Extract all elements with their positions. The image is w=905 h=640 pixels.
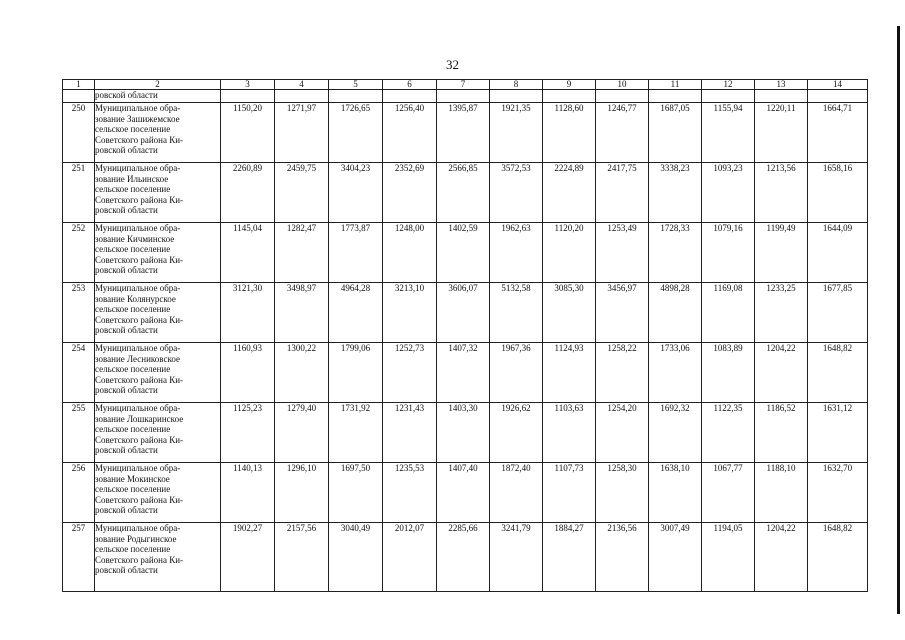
value-cell: 3213,10 bbox=[383, 283, 437, 343]
cell bbox=[649, 90, 702, 103]
value-cell: 3606,07 bbox=[437, 283, 490, 343]
value-cell: 3121,30 bbox=[221, 283, 275, 343]
value-cell: 1194,05 bbox=[702, 523, 755, 592]
municipality-name bbox=[95, 463, 221, 523]
municipality-name bbox=[95, 523, 221, 592]
row-number: 256 bbox=[63, 463, 95, 523]
value-cell: 1256,40 bbox=[383, 103, 437, 163]
value-cell: 3007,49 bbox=[649, 523, 702, 592]
cell bbox=[221, 90, 275, 103]
value-cell: 1731,92 bbox=[329, 403, 383, 463]
name-line: ровской области bbox=[95, 205, 158, 215]
row-number: 252 bbox=[63, 223, 95, 283]
value-cell: 3085,30 bbox=[543, 283, 596, 343]
cell bbox=[329, 90, 383, 103]
value-cell: 1658,16 bbox=[808, 163, 868, 223]
value-cell: 1282,47 bbox=[275, 223, 329, 283]
name-line: сельское поселение bbox=[95, 544, 171, 554]
value-cell: 1204,22 bbox=[755, 343, 808, 403]
value-cell: 1644,09 bbox=[808, 223, 868, 283]
value-cell: 1220,11 bbox=[755, 103, 808, 163]
value-cell: 1233,25 bbox=[755, 283, 808, 343]
value-cell: 1692,32 bbox=[649, 403, 702, 463]
name-line: Муниципальное обра- bbox=[95, 523, 181, 533]
value-cell: 1884,27 bbox=[543, 523, 596, 592]
municipality-name bbox=[95, 343, 221, 403]
header-cell: 4 bbox=[275, 80, 329, 90]
name-line: сельское поселение bbox=[95, 364, 171, 374]
value-cell: 1926,62 bbox=[490, 403, 543, 463]
value-cell: 1271,97 bbox=[275, 103, 329, 163]
header-cell: 10 bbox=[596, 80, 649, 90]
row-number: 257 bbox=[63, 523, 95, 592]
value-cell: 1962,63 bbox=[490, 223, 543, 283]
name-line: ровской области bbox=[95, 265, 158, 275]
cell bbox=[490, 90, 543, 103]
value-cell: 1677,85 bbox=[808, 283, 868, 343]
municipality-name bbox=[95, 163, 221, 223]
header-cell: 12 bbox=[702, 80, 755, 90]
cell bbox=[755, 90, 808, 103]
value-cell: 2459,75 bbox=[275, 163, 329, 223]
row-number: 250 bbox=[63, 103, 95, 163]
value-cell: 1279,40 bbox=[275, 403, 329, 463]
value-cell: 1199,49 bbox=[755, 223, 808, 283]
table-row bbox=[63, 223, 868, 283]
value-cell: 1687,05 bbox=[649, 103, 702, 163]
name-line: сельское поселение bbox=[95, 424, 171, 434]
name-line: ровской области bbox=[95, 325, 158, 335]
header-cell: 7 bbox=[437, 80, 490, 90]
cell bbox=[275, 90, 329, 103]
continuation-row bbox=[63, 90, 868, 103]
value-cell: 1079,16 bbox=[702, 223, 755, 283]
value-cell: 1407,32 bbox=[437, 343, 490, 403]
name-line: зование Мокинское bbox=[95, 473, 170, 484]
value-cell: 1120,20 bbox=[543, 223, 596, 283]
value-cell: 1773,87 bbox=[329, 223, 383, 283]
table-row bbox=[63, 463, 868, 523]
header-cell: 14 bbox=[808, 80, 868, 90]
value-cell: 1160,93 bbox=[221, 343, 275, 403]
municipality-name bbox=[95, 283, 221, 343]
value-cell: 1967,36 bbox=[490, 343, 543, 403]
header-cell: 13 bbox=[755, 80, 808, 90]
header-cell: 6 bbox=[383, 80, 437, 90]
row-number: 255 bbox=[63, 403, 95, 463]
value-cell: 1248,00 bbox=[383, 223, 437, 283]
table-row bbox=[63, 523, 868, 592]
continuation-text: ровской области bbox=[95, 90, 221, 103]
value-cell: 3338,23 bbox=[649, 163, 702, 223]
value-cell: 4964,28 bbox=[329, 283, 383, 343]
value-cell: 1300,22 bbox=[275, 343, 329, 403]
name-line: зование Зашижемское bbox=[95, 113, 180, 124]
name-line: сельское поселение bbox=[95, 484, 171, 494]
name-line: ровской области bbox=[95, 505, 158, 515]
value-cell: 1128,60 bbox=[543, 103, 596, 163]
value-cell: 1083,89 bbox=[702, 343, 755, 403]
name-line: зование Кичминское bbox=[95, 233, 175, 244]
page-number: 32 bbox=[446, 57, 459, 72]
name-line: зование Ильинское bbox=[95, 173, 169, 184]
name-line: Муниципальное обра- bbox=[95, 103, 181, 113]
value-cell: 1103,63 bbox=[543, 403, 596, 463]
row-number: 254 bbox=[63, 343, 95, 403]
value-cell: 1155,94 bbox=[702, 103, 755, 163]
cell bbox=[702, 90, 755, 103]
value-cell: 1140,13 bbox=[221, 463, 275, 523]
table-row bbox=[63, 403, 868, 463]
value-cell: 1733,06 bbox=[649, 343, 702, 403]
value-cell: 1124,93 bbox=[543, 343, 596, 403]
value-cell: 2260,89 bbox=[221, 163, 275, 223]
name-line: ровской области bbox=[95, 565, 158, 575]
name-line: ровской области bbox=[95, 445, 158, 455]
value-cell: 1902,27 bbox=[221, 523, 275, 592]
name-line: Советского района Ки- bbox=[95, 314, 184, 325]
cell bbox=[63, 90, 95, 103]
value-cell: 1213,56 bbox=[755, 163, 808, 223]
header-cell: 3 bbox=[221, 80, 275, 90]
value-cell: 1648,82 bbox=[808, 343, 868, 403]
header-cell: 9 bbox=[543, 80, 596, 90]
page-edge-line bbox=[897, 26, 900, 614]
name-line: Советского района Ки- bbox=[95, 434, 184, 445]
name-line: сельское поселение bbox=[95, 244, 171, 254]
value-cell: 1258,22 bbox=[596, 343, 649, 403]
name-line: сельское поселение bbox=[95, 304, 171, 314]
name-line: зование Родыгинское bbox=[95, 533, 177, 544]
value-cell: 1648,82 bbox=[808, 523, 868, 592]
table-row bbox=[63, 283, 868, 343]
value-cell: 1150,20 bbox=[221, 103, 275, 163]
name-line: ровской области bbox=[95, 385, 158, 395]
cell bbox=[808, 90, 868, 103]
value-cell: 3241,79 bbox=[490, 523, 543, 592]
data-table bbox=[62, 79, 868, 592]
cell bbox=[596, 90, 649, 103]
name-line: Советского района Ки- bbox=[95, 134, 184, 145]
municipality-name bbox=[95, 403, 221, 463]
value-cell: 1246,77 bbox=[596, 103, 649, 163]
value-cell: 1921,35 bbox=[490, 103, 543, 163]
value-cell: 2157,56 bbox=[275, 523, 329, 592]
value-cell: 1402,59 bbox=[437, 223, 490, 283]
name-line: сельское поселение bbox=[95, 184, 171, 194]
value-cell: 1093,23 bbox=[702, 163, 755, 223]
name-line: сельское поселение bbox=[95, 124, 171, 134]
name-line: Муниципальное обра- bbox=[95, 163, 181, 173]
value-cell: 1638,10 bbox=[649, 463, 702, 523]
value-cell: 2352,69 bbox=[383, 163, 437, 223]
value-cell: 4898,28 bbox=[649, 283, 702, 343]
name-line: Муниципальное обра- bbox=[95, 223, 181, 233]
cell bbox=[543, 90, 596, 103]
value-cell: 1169,08 bbox=[702, 283, 755, 343]
value-cell: 3572,53 bbox=[490, 163, 543, 223]
name-line: Советского района Ки- bbox=[95, 494, 184, 505]
table-row bbox=[63, 163, 868, 223]
value-cell: 2224,89 bbox=[543, 163, 596, 223]
value-cell: 1252,73 bbox=[383, 343, 437, 403]
header-cell: 11 bbox=[649, 80, 702, 90]
municipality-name bbox=[95, 103, 221, 163]
value-cell: 1188,10 bbox=[755, 463, 808, 523]
value-cell: 1407,40 bbox=[437, 463, 490, 523]
value-cell: 1728,33 bbox=[649, 223, 702, 283]
header-row bbox=[63, 80, 868, 90]
name-line: Муниципальное обра- bbox=[95, 343, 181, 353]
value-cell: 1125,23 bbox=[221, 403, 275, 463]
name-line: Советского района Ки- bbox=[95, 374, 184, 385]
value-cell: 1067,77 bbox=[702, 463, 755, 523]
value-cell: 1395,87 bbox=[437, 103, 490, 163]
value-cell: 1631,12 bbox=[808, 403, 868, 463]
value-cell: 1254,20 bbox=[596, 403, 649, 463]
header-cell: 8 bbox=[490, 80, 543, 90]
name-line: Советского района Ки- bbox=[95, 194, 184, 205]
row-number: 253 bbox=[63, 283, 95, 343]
value-cell: 1122,35 bbox=[702, 403, 755, 463]
value-cell: 2012,07 bbox=[383, 523, 437, 592]
name-line: Муниципальное обра- bbox=[95, 463, 181, 473]
value-cell: 1235,53 bbox=[383, 463, 437, 523]
value-cell: 1799,06 bbox=[329, 343, 383, 403]
name-line: Муниципальное обра- bbox=[95, 403, 181, 413]
name-line: зование Лесниковское bbox=[95, 353, 181, 364]
name-line: зование Лошкаринское bbox=[95, 413, 184, 424]
value-cell: 1726,65 bbox=[329, 103, 383, 163]
header-cell: 2 bbox=[95, 80, 221, 90]
value-cell: 1253,49 bbox=[596, 223, 649, 283]
table-row bbox=[63, 343, 868, 403]
name-line: ровской области bbox=[95, 145, 158, 155]
value-cell: 2417,75 bbox=[596, 163, 649, 223]
name-line: Муниципальное обра- bbox=[95, 283, 181, 293]
value-cell: 1296,10 bbox=[275, 463, 329, 523]
name-line: Советского района Ки- bbox=[95, 554, 184, 565]
value-cell: 1186,52 bbox=[755, 403, 808, 463]
value-cell: 1258,30 bbox=[596, 463, 649, 523]
value-cell: 2566,85 bbox=[437, 163, 490, 223]
value-cell: 1664,71 bbox=[808, 103, 868, 163]
name-line: Советского района Ки- bbox=[95, 254, 184, 265]
value-cell: 5132,58 bbox=[490, 283, 543, 343]
cell bbox=[383, 90, 437, 103]
value-cell: 3498,97 bbox=[275, 283, 329, 343]
value-cell: 1107,73 bbox=[543, 463, 596, 523]
header-cell: 5 bbox=[329, 80, 383, 90]
value-cell: 1403,30 bbox=[437, 403, 490, 463]
value-cell: 3456,97 bbox=[596, 283, 649, 343]
value-cell: 1632,70 bbox=[808, 463, 868, 523]
row-number: 251 bbox=[63, 163, 95, 223]
header-cell: 1 bbox=[63, 80, 95, 90]
value-cell: 2136,56 bbox=[596, 523, 649, 592]
value-cell: 2285,66 bbox=[437, 523, 490, 592]
value-cell: 3040,49 bbox=[329, 523, 383, 592]
table-row bbox=[63, 103, 868, 163]
value-cell: 1204,22 bbox=[755, 523, 808, 592]
table-body bbox=[63, 80, 868, 592]
municipality-name bbox=[95, 223, 221, 283]
value-cell: 1231,43 bbox=[383, 403, 437, 463]
value-cell: 3404,23 bbox=[329, 163, 383, 223]
value-cell: 1872,40 bbox=[490, 463, 543, 523]
name-line: зование Колянурское bbox=[95, 293, 176, 304]
cell bbox=[437, 90, 490, 103]
value-cell: 1697,50 bbox=[329, 463, 383, 523]
value-cell: 1145,04 bbox=[221, 223, 275, 283]
